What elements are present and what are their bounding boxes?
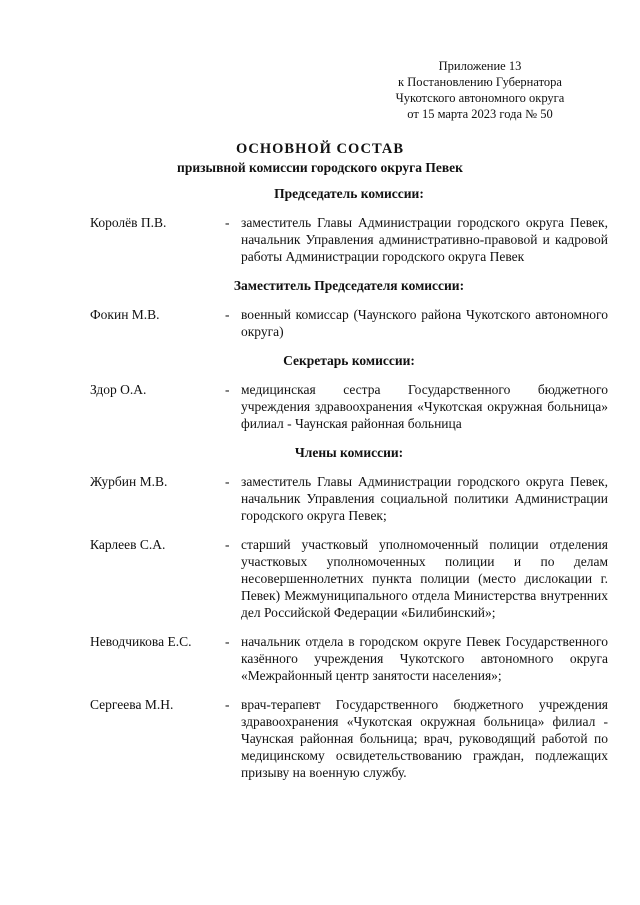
appendix-block	[370, 58, 590, 122]
dash: -	[225, 215, 230, 230]
document-body	[90, 185, 608, 793]
person-name: Сергеева М.Н.	[90, 697, 174, 712]
deputy-heading: Заместитель Председателя комиссии:	[233, 278, 465, 293]
member-entry	[90, 696, 608, 781]
member-entry	[90, 473, 608, 524]
dash: -	[225, 307, 230, 322]
secretary-entry	[90, 381, 608, 432]
members-heading: Члены комиссии:	[294, 445, 404, 460]
deputy-entry	[90, 306, 608, 340]
person-name: Карлеев С.А.	[90, 537, 166, 552]
dash: -	[225, 537, 230, 552]
person-position: начальник отдела в городском округе Певек Государственного казённого учреждения Чукотского автономного округа «Межрайонный центр занятости населения»;	[241, 634, 608, 683]
appendix-line-3: Чукотского автономного округа	[395, 91, 565, 105]
member-entry	[90, 536, 608, 621]
dash: -	[225, 634, 230, 649]
dash: -	[225, 382, 230, 397]
document-title: ОСНОВНОЙ СОСТАВ	[235, 141, 405, 157]
dash: -	[225, 474, 230, 489]
person-position: военный комиссар (Чаунского района Чукотского автономного округа)	[241, 307, 608, 339]
person-name: Фокин М.В.	[90, 307, 160, 322]
appendix-line-1: Приложение 13	[438, 59, 522, 73]
member-entry	[90, 633, 608, 684]
person-name: Королёв П.В.	[90, 215, 167, 230]
chairman-entry	[90, 214, 608, 265]
person-name: Неводчикова Е.С.	[90, 634, 192, 649]
person-position: медицинская сестра Государственного бюджетного учреждения здравоохранения «Чукотская окружная больница» филиал - Чаунская районная больница	[241, 382, 608, 431]
person-position: врач-терапевт Государственного бюджетного учреждения здравоохранения «Чукотская окружная больница» филиал - Чаунская районная больница; врач, руководящий работой по медицинскому освидетельствованию граждан, подлежащих призыву на военную службу.	[241, 697, 608, 780]
person-position: заместитель Главы Администрации городского округа Певек, начальник Управления социальной политики Администрации городского округа Певек;	[241, 474, 608, 523]
chairman-heading: Председатель комиссии:	[274, 186, 424, 201]
person-position: старший участковый уполномоченный полиции отделения участковых уполномоченных полиции и по делам несовершеннолетних пункта полиции (место дислокации г. Певек) Межмуниципального отдела Министерства внутренних дел Российской Федерации «Билибинский»;	[241, 537, 608, 620]
secretary-heading: Секретарь комиссии:	[283, 353, 415, 368]
person-position: заместитель Главы Администрации городского округа Певек, начальник Управления административно-правовой и кадровой работы Администрации городского округа Певек	[241, 215, 608, 264]
appendix-line-2: к Постановлению Губернатора	[398, 75, 562, 89]
appendix-line-4: от 15 марта 2023 года № 50	[407, 107, 553, 121]
document-subtitle: призывной комиссии городского округа Певек	[177, 160, 463, 175]
dash: -	[225, 697, 230, 712]
person-name: Журбин М.В.	[90, 474, 168, 489]
person-name: Здор О.А.	[90, 382, 147, 397]
